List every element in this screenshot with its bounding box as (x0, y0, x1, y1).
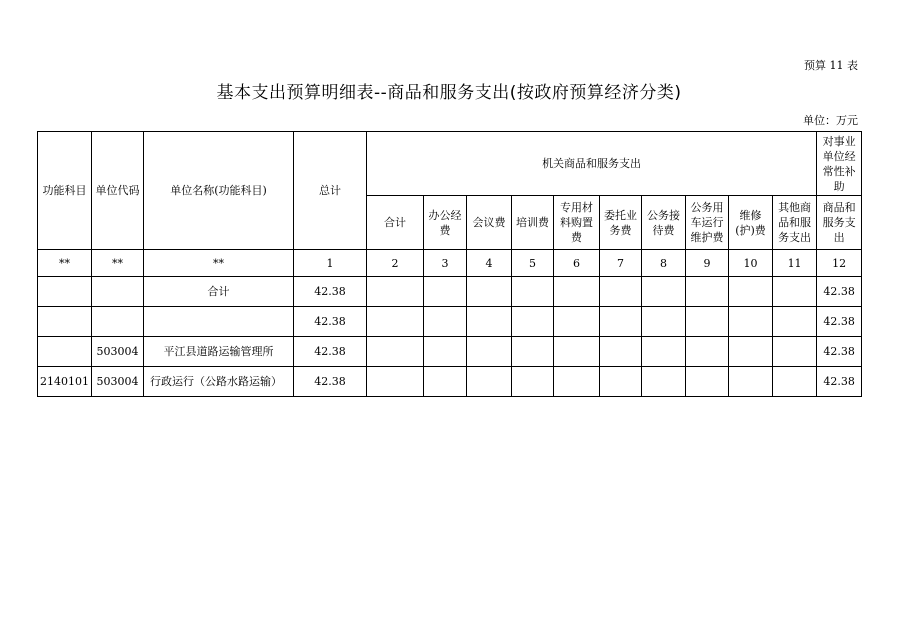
cell-code: 503004 (92, 337, 144, 367)
header-unit-name: 单位名称(功能科目) (144, 132, 294, 250)
cell-c8 (642, 367, 686, 397)
cell-c4 (467, 367, 512, 397)
subheader-training: 培训费 (512, 196, 554, 250)
cell-c8 (642, 337, 686, 367)
code-cell: 5 (512, 250, 554, 277)
cell-func (38, 277, 92, 307)
cell-c7 (600, 277, 642, 307)
cell-c11 (773, 367, 817, 397)
cell-c3 (424, 277, 467, 307)
code-cell: 8 (642, 250, 686, 277)
table-row (38, 307, 862, 337)
cell-c2 (367, 337, 424, 367)
cell-c8 (642, 277, 686, 307)
cell-c10 (729, 337, 773, 367)
cell-c10 (729, 367, 773, 397)
cell-c11 (773, 307, 817, 337)
cell-c4 (467, 337, 512, 367)
cell-name (144, 307, 294, 337)
cell-c5 (512, 277, 554, 307)
cell-name: 合计 (144, 277, 294, 307)
cell-c12: 42.38 (817, 277, 862, 307)
subheader-reception: 公务接待费 (642, 196, 686, 250)
cell-code: 503004 (92, 367, 144, 397)
cell-c5 (512, 367, 554, 397)
subheader-repair: 维修(护)费 (729, 196, 773, 250)
cell-c4 (467, 277, 512, 307)
code-cell: 9 (686, 250, 729, 277)
page-title: 基本支出预算明细表--商品和服务支出(按政府预算经济分类) (216, 83, 682, 103)
table-row (38, 367, 862, 397)
cell-c11 (773, 277, 817, 307)
table-row (38, 277, 862, 307)
subheader-vehicle: 公务用车运行维护费 (686, 196, 729, 250)
cell-c6 (554, 367, 600, 397)
cell-c9 (686, 337, 729, 367)
cell-c9 (686, 367, 729, 397)
subheader-office: 办公经费 (424, 196, 467, 250)
cell-name: 行政运行（公路水路运输） (144, 367, 294, 397)
cell-c2 (367, 367, 424, 397)
cell-c12: 42.38 (817, 367, 862, 397)
code-cell: 4 (467, 250, 512, 277)
cell-c7 (600, 307, 642, 337)
cell-c9 (686, 307, 729, 337)
cell-c11 (773, 337, 817, 367)
cell-code (92, 277, 144, 307)
cell-c6 (554, 307, 600, 337)
cell-c7 (600, 337, 642, 367)
cell-c5 (512, 337, 554, 367)
cell-c8 (642, 307, 686, 337)
cell-total: 42.38 (294, 337, 367, 367)
cell-total: 42.38 (294, 307, 367, 337)
cell-c12: 42.38 (817, 337, 862, 367)
code-cell: 10 (729, 250, 773, 277)
cell-func (38, 307, 92, 337)
budget-table (37, 131, 862, 397)
cell-code (92, 307, 144, 337)
table-row (38, 337, 862, 367)
code-cell: 6 (554, 250, 600, 277)
cell-c9 (686, 277, 729, 307)
cell-c3 (424, 367, 467, 397)
header-func-subject: 功能科目 (38, 132, 92, 250)
subheader-other: 其他商品和服务支出 (773, 196, 817, 250)
subheader-total: 合计 (367, 196, 424, 250)
cell-name: 平江县道路运输管理所 (144, 337, 294, 367)
header-row (38, 132, 862, 196)
cell-c2 (367, 307, 424, 337)
code-cell: 2 (367, 250, 424, 277)
cell-total: 42.38 (294, 277, 367, 307)
code-cell: ** (144, 250, 294, 277)
header-unit-code: 单位代码 (92, 132, 144, 250)
code-cell: 12 (817, 250, 862, 277)
code-cell: ** (38, 250, 92, 277)
cell-c6 (554, 337, 600, 367)
header-total: 总计 (294, 132, 367, 250)
cell-c7 (600, 367, 642, 397)
cell-func: 2140101 (38, 367, 92, 397)
cell-c2 (367, 277, 424, 307)
table-number: 预算 11 表 (804, 59, 858, 72)
cell-c5 (512, 307, 554, 337)
code-cell: 1 (294, 250, 367, 277)
header-subsidy-group: 对事业单位经常性补助 (817, 132, 862, 196)
code-cell: 3 (424, 250, 467, 277)
code-row (38, 250, 862, 277)
subheader-entrusted: 委托业务费 (600, 196, 642, 250)
cell-c10 (729, 307, 773, 337)
code-cell: 7 (600, 250, 642, 277)
code-cell: 11 (773, 250, 817, 277)
cell-total: 42.38 (294, 367, 367, 397)
cell-func (38, 337, 92, 367)
cell-c4 (467, 307, 512, 337)
cell-c12: 42.38 (817, 307, 862, 337)
cell-c3 (424, 337, 467, 367)
unit-label: 单位：万元 (803, 114, 858, 127)
header-org-group: 机关商品和服务支出 (367, 132, 817, 196)
subheader-subsidy-goods: 商品和服务支出 (817, 196, 862, 250)
cell-c10 (729, 277, 773, 307)
subheader-meeting: 会议费 (467, 196, 512, 250)
cell-c3 (424, 307, 467, 337)
cell-c6 (554, 277, 600, 307)
subheader-materials: 专用材料购置费 (554, 196, 600, 250)
code-cell: ** (92, 250, 144, 277)
